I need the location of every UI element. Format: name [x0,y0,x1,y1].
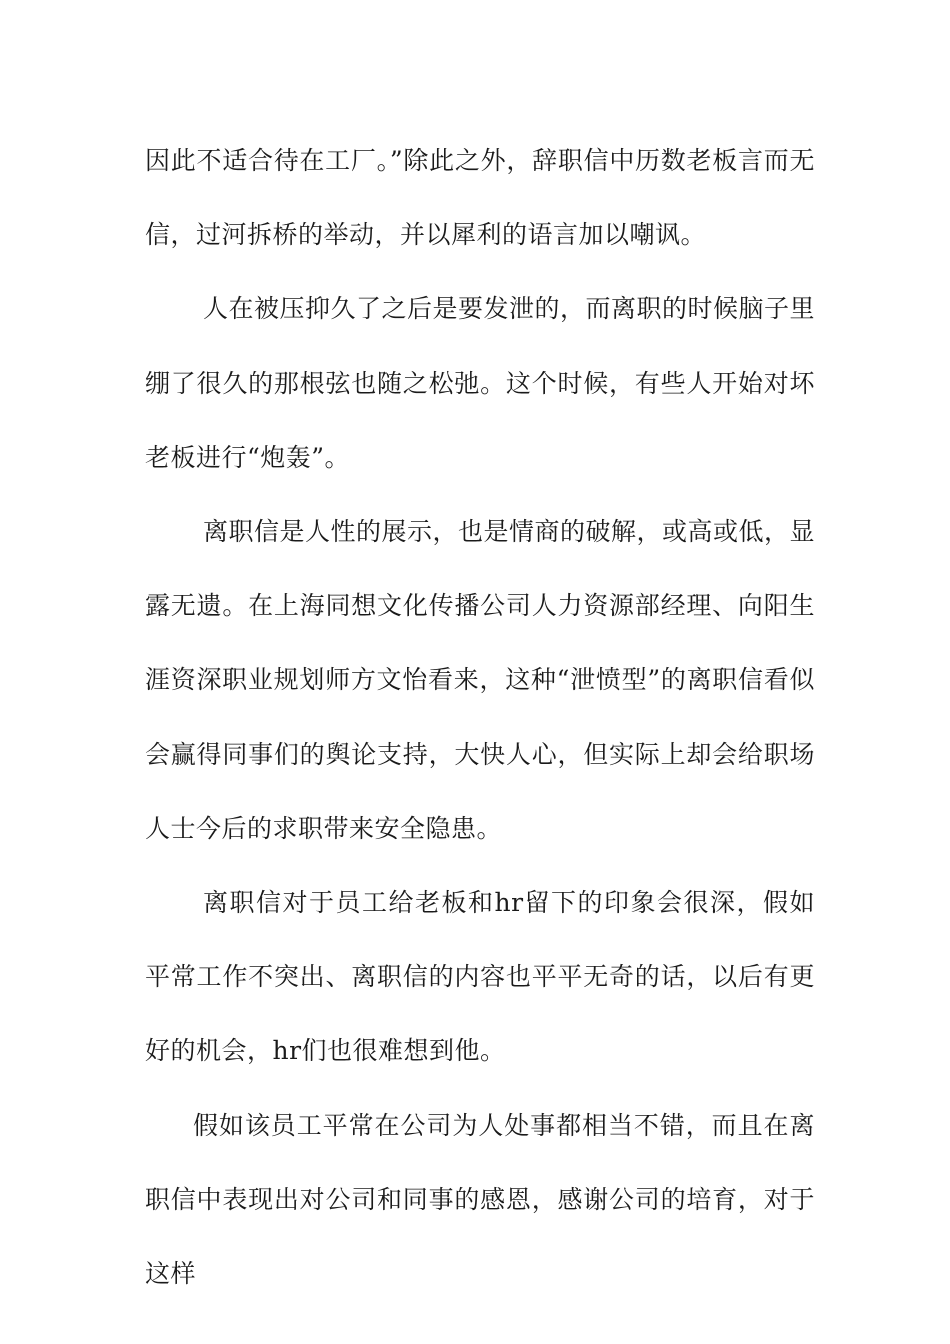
paragraph-venting: 人在被压抑久了之后是要发泄的，而离职的时候脑子里绷了很久的那根弦也随之松弛。这个时候，有些人开始对坏老板进行“炮轰”。 [145,294,816,472]
paragraph-impression: 离职信对于员工给老板和hr留下的印象会很深，假如平常工作不突出、离职信的内容也平平无奇的话，以后有更好的机会，hr们也很难想到他。 [145,888,815,1066]
document-body [145,124,815,1311]
paragraph-continuation: 因此不适合待在工厂。”除此之外，辞职信中历数老板言而无信，过河拆桥的举动，并以犀利的语言加以嘲讽。 [145,146,815,250]
paragraph-human-nature: 离职信是人性的展示，也是情商的破解，或高或低，显露无遗。在上海同想文化传播公司人力资源部经理、向阳生涯资深职业规划师方文怡看来，这种“泄愤型”的离职信看似会赢得同事们的舆论支持，大快人心，但实际上却会给职场人士今后的求职带来安全隐患。 [145,517,816,843]
paragraph-gratitude: 假如该员工平常在公司为人处事都相当不错，而且在离职信中表现出对公司和同事的感恩，感谢公司的培育，对于这样 [145,1110,815,1289]
